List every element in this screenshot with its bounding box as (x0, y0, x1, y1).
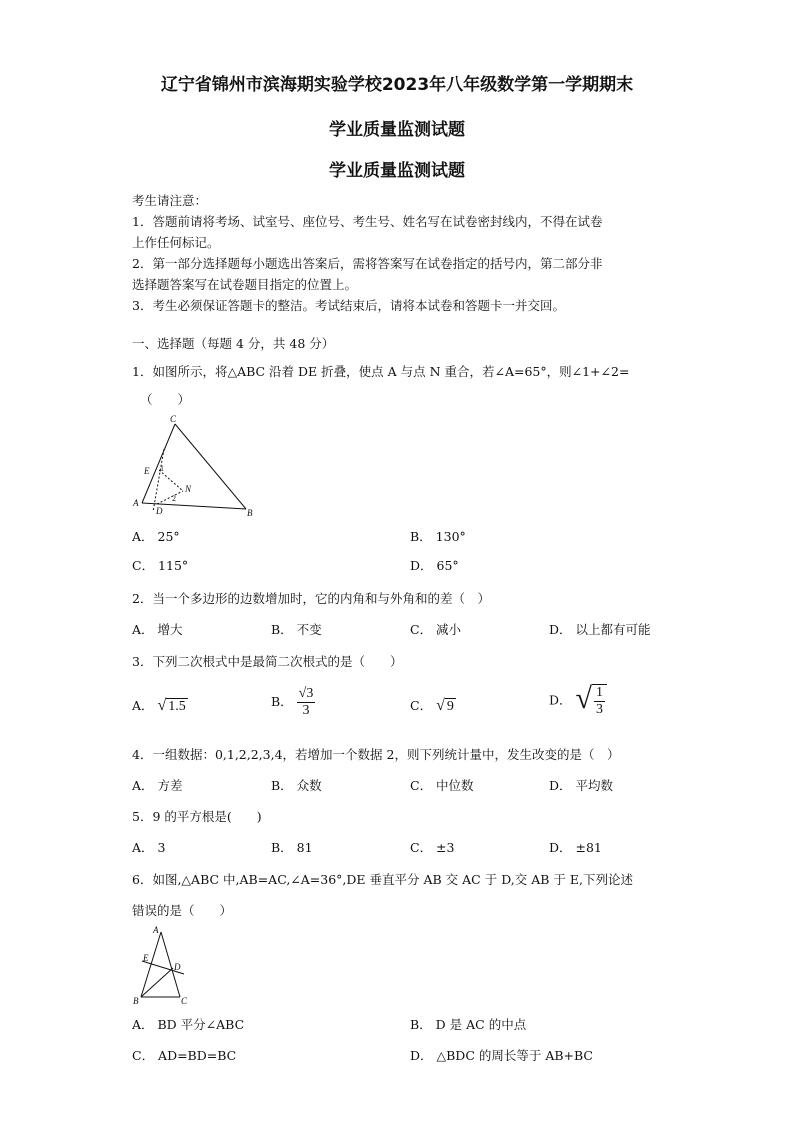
question-1-option-a[interactable]: A． 25° (132, 529, 180, 544)
question-6-option-a[interactable]: A． BD 平分∠ABC (132, 1017, 245, 1032)
question-2-text: 2．当一个多边形的边数增加时，它的内角和与外角和的差（ ） (132, 591, 490, 606)
radicand: 9 (446, 699, 454, 714)
question-1-option-d[interactable]: D． 65° (410, 558, 459, 573)
label-angle-2: 2 (172, 494, 176, 503)
fraction-expression (594, 685, 605, 718)
triangle-side-ab (141, 932, 161, 997)
question-6-option-c[interactable]: C． AD=BD=BC (132, 1048, 237, 1063)
question-5-option-a[interactable]: A． 3 (132, 840, 166, 855)
sqrt-expression: √ 9 (436, 697, 454, 714)
question-1-option-b[interactable]: B． 130° (410, 529, 466, 544)
numerator: √3 (297, 686, 316, 703)
question-4-option-d[interactable]: D． 平均数 (549, 778, 613, 793)
question-5-text: 5．9 的平方根是( ) (132, 809, 262, 824)
question-3-option-b[interactable] (271, 686, 315, 719)
label-a: A (133, 498, 139, 508)
question-4-option-c[interactable]: C． 中位数 (410, 778, 474, 793)
label-e: E (144, 466, 150, 476)
folded-edge-en (159, 470, 183, 491)
sqrt-expression: √ 1.5 (157, 697, 186, 714)
page-title-line1: 辽宁省锦州市滨海期实验学校2023年八年级数学第一学期期末 (160, 75, 634, 95)
question-3-option-a[interactable] (132, 696, 188, 715)
triangle-side-cb (175, 424, 246, 509)
question-1-text: 1．如图所示，将△ABC 沿着 DE 折叠，使点 A 与点 N 重合，若∠A=65°，则∠1+∠2= (132, 364, 630, 379)
option-c-label: C． (410, 698, 433, 713)
question-3-option-d[interactable] (549, 684, 607, 718)
label-b: B (247, 508, 253, 518)
question-1-paren: （ ） (140, 392, 191, 407)
denominator: 3 (595, 702, 603, 718)
question-5-option-d[interactable]: D． ±81 (549, 840, 602, 855)
question-6-figure (128, 924, 196, 1006)
question-5-option-c[interactable]: C． ±3 (410, 840, 455, 855)
question-6-text-line1: 6．如图,△ABC 中,AB=AC,∠A=36°,DE 垂直平分 AB 交 AC 于 D,交 AB 于 E,下列论述 (132, 872, 633, 887)
fold-line-de (153, 449, 164, 512)
question-6-text-line2: 错误的是（ ） (132, 903, 233, 918)
sqrt-expression: √ $\frac{1}{3}$ (576, 684, 607, 718)
notice-item-1a: 1．答题前请将考场、试室号、座位号、考生号、姓名写在试卷密封线内，不得在试卷 (132, 214, 603, 229)
question-1-option-c[interactable]: C． 115° (132, 558, 189, 573)
denominator: 3 (302, 703, 310, 719)
section-heading: 一、选择题（每题 4 分，共 48 分） (132, 336, 335, 351)
question-2-option-a[interactable]: A． 增大 (132, 622, 183, 637)
notice-item-3: 3．考生必须保证答题卡的整洁。考试结束后，请将本试卷和答题卡一并交回。 (132, 298, 565, 313)
question-2-option-c[interactable]: C． 减小 (410, 622, 462, 637)
question-2-option-d[interactable]: D． 以上都有可能 (549, 622, 651, 637)
label-c: C (170, 414, 177, 424)
question-5-option-b[interactable]: B． 81 (271, 840, 313, 855)
label-e: E (143, 953, 149, 963)
notice-heading: 考生请注意： (132, 193, 208, 208)
page-title-line3: 学业质量监测试题 (329, 161, 465, 181)
radicand: 1.5 (168, 699, 186, 714)
label-a: A (153, 925, 159, 935)
question-6-option-b[interactable]: B． D 是 AC 的中点 (410, 1017, 527, 1032)
label-b: B (133, 996, 139, 1006)
question-3-text: 3．下列二次根式中是最简二次根式的是（ ） (132, 654, 403, 669)
option-a-label: A． (132, 698, 154, 713)
triangle-side-ac (142, 424, 175, 503)
question-3-option-c[interactable] (410, 696, 456, 715)
label-d: D (174, 962, 181, 972)
numerator: 1 (594, 685, 605, 702)
label-n: N (185, 484, 192, 494)
page-title-line2: 学业质量监测试题 (329, 120, 465, 140)
label-angle-1: 1 (160, 464, 164, 473)
question-4-option-b[interactable]: B． 众数 (271, 778, 322, 793)
label-d: D (156, 506, 163, 516)
option-b-label: B． (271, 694, 293, 710)
question-6-option-d[interactable]: D． △BDC 的周长等于 AB+BC (410, 1048, 593, 1063)
folded-edge-dn (157, 491, 183, 504)
fraction-expression (297, 686, 316, 719)
option-d-label: D． (549, 692, 572, 708)
question-1-figure (128, 412, 260, 520)
notice-item-2b: 选择题答案写在试卷题目指定的位置上。 (132, 277, 358, 292)
question-4-text: 4．一组数据：0,1,2,2,3,4，若增加一个数据 2，则下列统计量中，发生改变的是（ ） (132, 747, 620, 762)
label-c: C (181, 996, 188, 1006)
notice-item-1b: 上作任何标记。 (132, 235, 220, 250)
question-4-option-a[interactable]: A． 方差 (132, 778, 183, 793)
question-2-option-b[interactable]: B． 不变 (271, 622, 322, 637)
notice-item-2a: 2．第一部分选择题每小题选出答案后，需将答案写在试卷指定的括号内，第二部分非 (132, 256, 603, 271)
